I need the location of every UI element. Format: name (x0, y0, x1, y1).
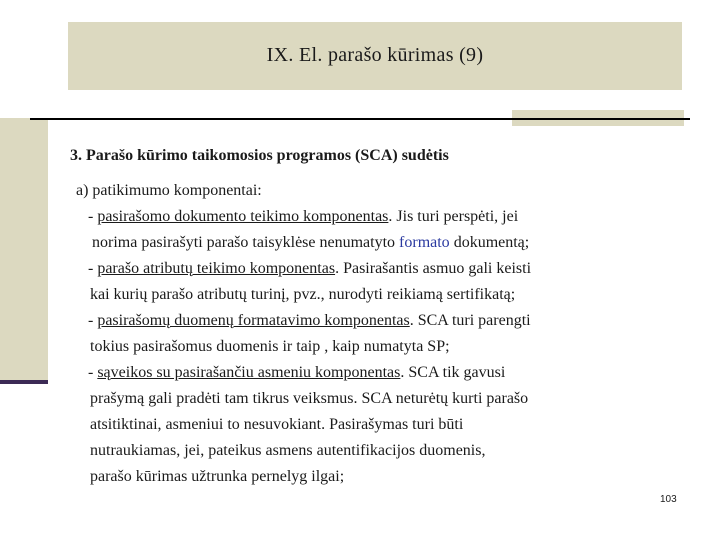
list-item (76, 256, 636, 282)
item-prefix: - (88, 208, 98, 225)
item-prefix: - (88, 364, 98, 381)
item-prefix: - (88, 260, 98, 277)
section-heading: 3. Parašo kūrimo taikomosios programos (SCA) sudėtis (70, 147, 449, 164)
slide-body (76, 178, 636, 490)
list-item (76, 308, 636, 334)
list-item (76, 204, 636, 230)
list-item-continuation (76, 438, 636, 464)
item-term: pasirašomo dokumento teikimo komponentas (97, 208, 389, 225)
list-item (76, 360, 636, 386)
item-text: . Pasirašantis asmuo gali keisti (335, 260, 532, 277)
list-item-continuation (76, 464, 636, 490)
left-accent-bar-edge (0, 380, 48, 384)
rule-accent-line (512, 118, 684, 120)
list-item-continuation (76, 334, 636, 360)
continuation-text: atsitiktinai, asmeniui to nesuvokiant. Pasirašymas turi būti (90, 416, 464, 433)
item-term: parašo atributų teikimo komponentas (97, 260, 336, 277)
item-text: . SCA tik gavusi (400, 364, 506, 381)
left-accent-bar (0, 118, 48, 384)
item-prefix: - (88, 312, 98, 329)
continuation-text: tokius pasirašomus duomenis ir taip , kaip numatyta SP; (90, 338, 450, 355)
page-number: 103 (660, 494, 677, 505)
list-item-continuation (76, 282, 636, 308)
slide-title: IX. El. parašo kūrimas (9) (266, 44, 484, 66)
item-term: pasirašomų duomenų formatavimo komponentas (97, 312, 410, 329)
title-band (68, 22, 682, 90)
continuation-text: dokumentą; (449, 234, 530, 251)
continuation-text: prašymą gali pradėti tam tikrus veiksmus. SCA neturėtų kurti parašo (90, 390, 529, 407)
intro-line: a) patikimumo komponentai: (76, 182, 262, 199)
list-item-continuation (76, 386, 636, 412)
list-item-continuation (76, 230, 636, 256)
continuation-text: parašo kūrimas užtrunka pernelyg ilgai; (90, 468, 345, 485)
continuation-text: kai kurių parašo atributų turinį, pvz., nurodyti reikiamą sertifikatą; (90, 286, 516, 303)
list-item-continuation (76, 412, 636, 438)
item-text: . Jis turi perspėti, jei (388, 208, 519, 225)
item-term: sąveikos su pasirašančiu asmeniu komponentas (97, 364, 401, 381)
format-link[interactable]: formato (399, 234, 450, 251)
continuation-text: norima pasirašyti parašo taisyklėse nenumatyto (92, 234, 400, 251)
continuation-text: nutraukiamas, jei, pateikus asmens autentifikacijos duomenis, (90, 442, 486, 459)
item-text: . SCA turi parengti (409, 312, 531, 329)
